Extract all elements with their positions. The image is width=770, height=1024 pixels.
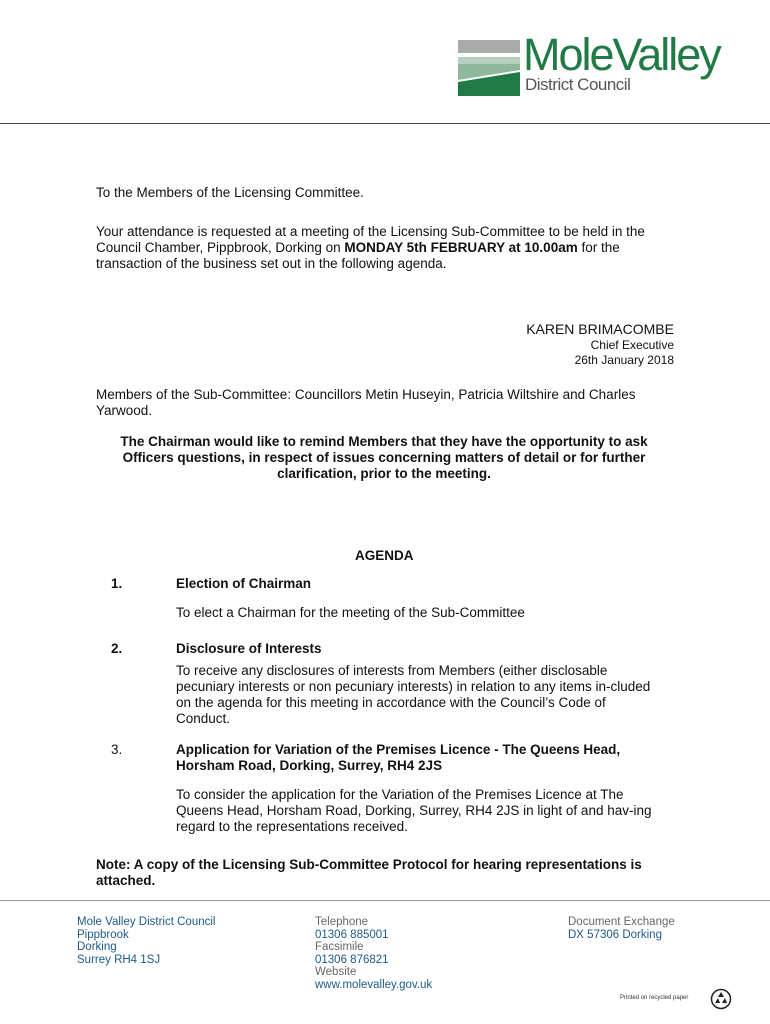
members-list: Members of the Sub-Committee: Councillors Metin Huseyin, Patricia Wiltshire and Charles Yarwood.	[96, 387, 636, 418]
footer-contacts: Telephone 01306 885001 Facsimile 01306 876821 Website www.molevalley.gov.uk	[315, 916, 433, 991]
signatory-title: Chief Executive	[590, 338, 674, 352]
meeting-date: MONDAY 5th FEBRUARY at 10.00am	[344, 240, 578, 255]
agenda-item-title: Disclosure of Interests	[176, 641, 322, 656]
footer-document-exchange: Document Exchange DX 57306 Dorking	[568, 916, 675, 941]
telephone-number: 01306 885001	[315, 928, 389, 941]
council-logo	[458, 29, 728, 98]
facsimile-number: 01306 876821	[315, 953, 389, 966]
agenda-item-title: Application for Variation of the Premises Licence - The Queens Head, Horsham Road, Dorking, Surrey, RH4 2JS	[176, 742, 621, 773]
logo-name: MoleValley	[523, 29, 720, 80]
logo-subtitle: District Council	[525, 75, 631, 94]
agenda-item-body: To consider the application for the Variation of the Premises Licence at The Queens Head, Horsham Road, Dorking, Surrey, RH4 2JS in light of and hav-ing regard to the representations received.	[176, 787, 652, 834]
agenda-item-number: 1.	[111, 576, 123, 591]
chairman-reminder: The Chairman would like to remind Members that they have the opportunity to ask Officers questions, in respect of issues concerning matters of detail or for further clarification, prior to the meeting.	[120, 434, 648, 481]
footer-address: Mole Valley District Council Pippbrook Dorking Surrey RH4 1SJ	[77, 916, 216, 966]
signature-date: 26th January 2018	[574, 353, 674, 367]
recycle-icon	[710, 988, 732, 1010]
logo-mark-icon	[458, 40, 520, 96]
protocol-note: Note: A copy of the Licensing Sub-Committee Protocol for hearing representations is attached.	[96, 857, 642, 888]
addressee: To the Members of the Licensing Committee.	[96, 185, 364, 200]
website-link[interactable]: www.molevalley.gov.uk	[315, 978, 433, 991]
agenda-heading: AGENDA	[355, 548, 414, 563]
recycled-paper-note: Printed on recycled paper	[620, 995, 689, 1001]
footer-rule	[0, 900, 770, 901]
signatory-name: KAREN BRIMACOMBE	[526, 321, 674, 337]
agenda-item-number: 3.	[111, 742, 123, 757]
agenda-item-number: 2.	[111, 641, 123, 656]
attendance-paragraph: Your attendance is requested at a meeting of the Licensing Sub-Committee to be held in the Council Chamber, Pippbrook, Dorking on MONDAY 5th FEBRUARY at 10.00am for the transaction of the business set out in the following agenda.	[96, 224, 645, 271]
agenda-item-body: To receive any disclosures of interests from Members (either disclosable pecuniary interests or non pecuniary interests) in relation to any items in-cluded on the agenda for this meeting in accordance with the Council’s Code of Conduct.	[176, 663, 651, 726]
header-rule	[0, 123, 770, 124]
agenda-item-body: To elect a Chairman for the meeting of the Sub-Committee	[176, 605, 525, 620]
agenda-item-title: Election of Chairman	[176, 576, 312, 591]
